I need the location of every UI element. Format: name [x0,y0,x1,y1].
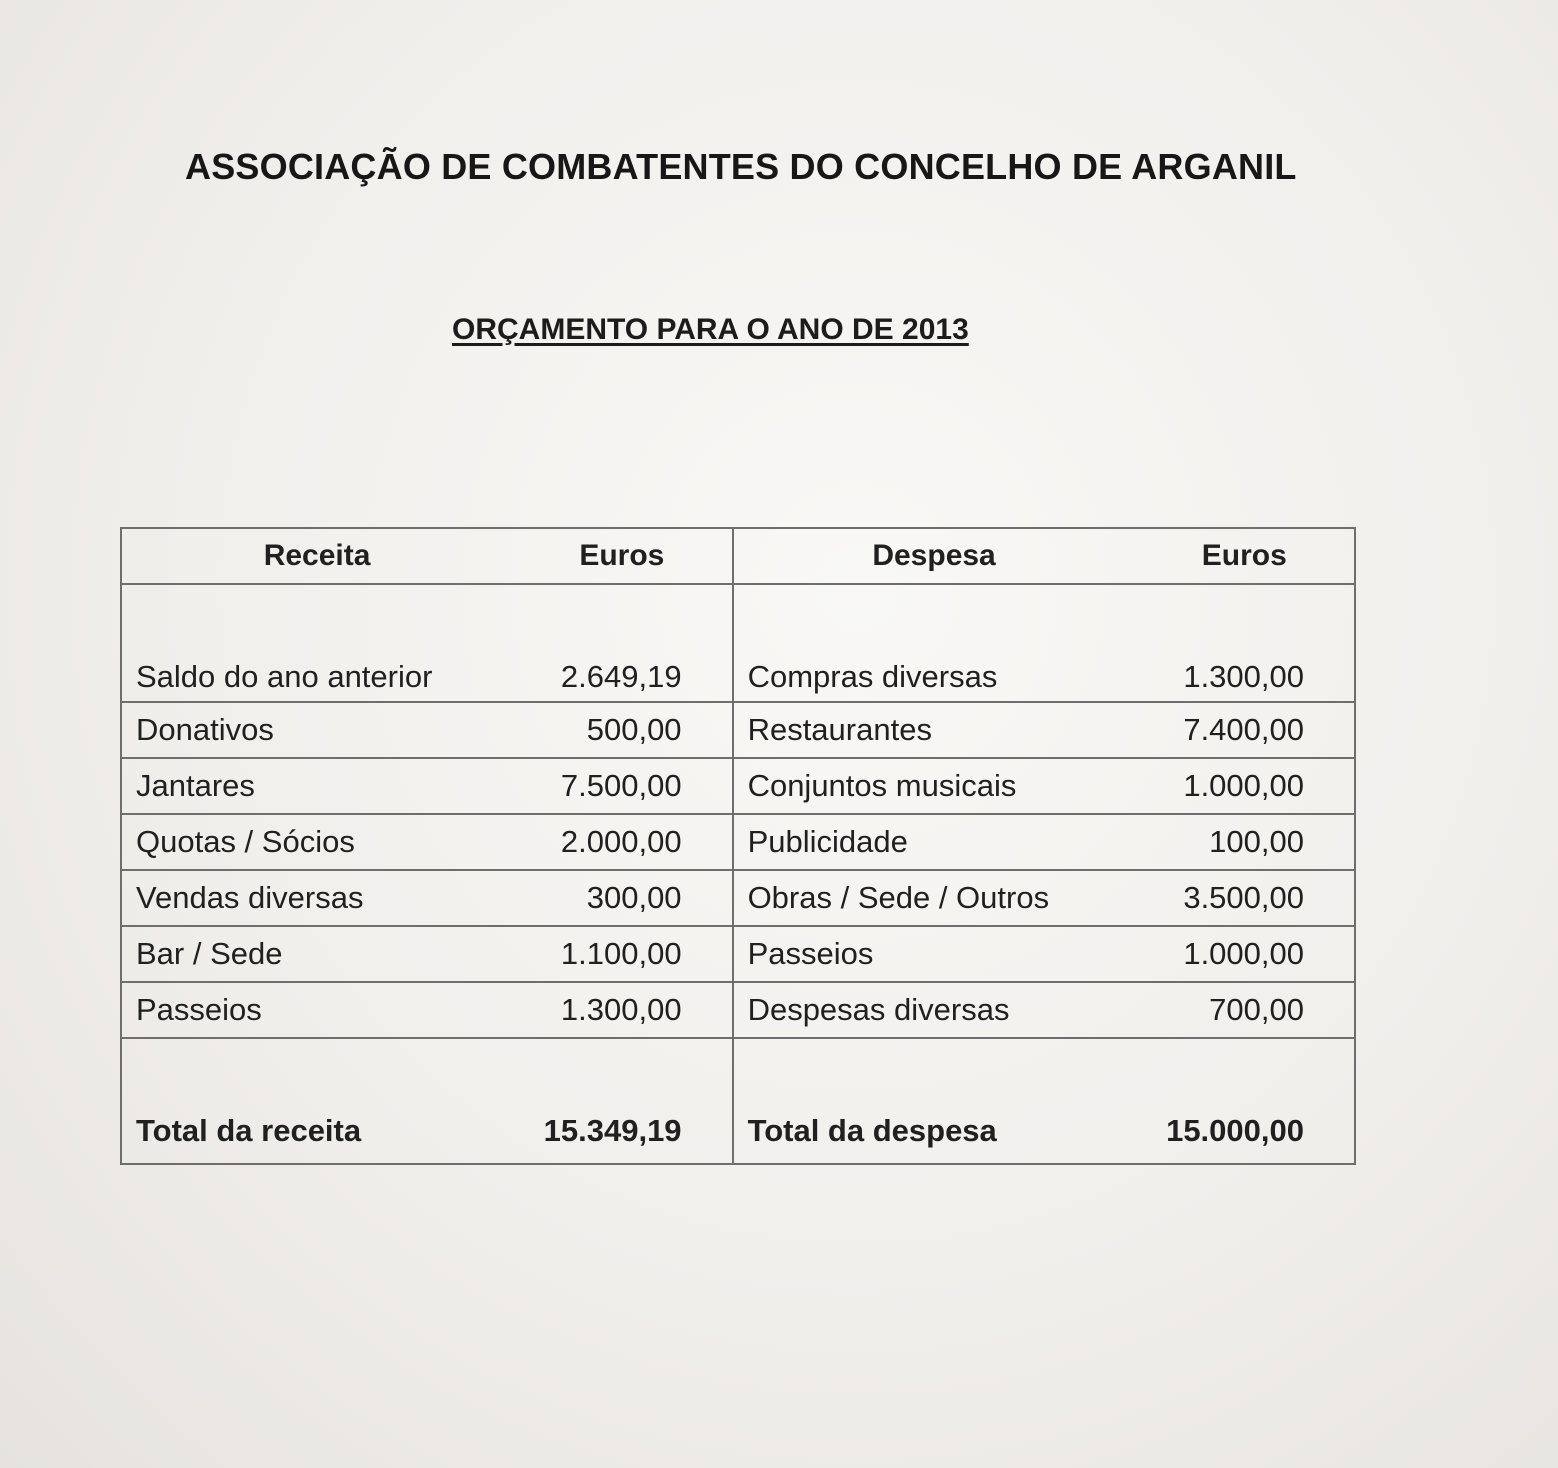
expense-value: 7.400,00 [1135,702,1355,758]
income-currency-header: Euros [512,528,732,584]
table-row [121,926,1355,982]
table-row [121,982,1355,1038]
income-label: Vendas diversas [121,870,512,926]
expense-total-label: Total da despesa [733,1038,1135,1164]
income-value: 2.649,19 [512,584,732,702]
table-header-row [121,528,1355,584]
income-value: 1.300,00 [512,982,732,1038]
expense-total-value: 15.000,00 [1135,1038,1355,1164]
table-row [121,870,1355,926]
budget-table [120,527,1356,1165]
expense-value: 3.500,00 [1135,870,1355,926]
income-total-value: 15.349,19 [512,1038,732,1164]
income-label: Donativos [121,702,512,758]
budget-subtitle: ORÇAMENTO PARA O ANO DE 2013 [452,313,969,346]
income-label: Jantares [121,758,512,814]
expense-value: 1.000,00 [1135,758,1355,814]
expense-currency-header: Euros [1135,528,1355,584]
expense-label: Conjuntos musicais [733,758,1135,814]
table-row [121,758,1355,814]
income-label: Saldo do ano anterior [121,584,512,702]
income-value: 500,00 [512,702,732,758]
table-row [121,584,1355,702]
totals-row [121,1038,1355,1164]
expense-label: Obras / Sede / Outros [733,870,1135,926]
expense-label: Passeios [733,926,1135,982]
income-value: 300,00 [512,870,732,926]
income-label: Bar / Sede [121,926,512,982]
income-column-header: Receita [121,528,512,584]
expense-label: Restaurantes [733,702,1135,758]
income-label: Quotas / Sócios [121,814,512,870]
income-label: Passeios [121,982,512,1038]
income-value: 2.000,00 [512,814,732,870]
expense-column-header: Despesa [733,528,1135,584]
expense-value: 100,00 [1135,814,1355,870]
expense-value: 1.000,00 [1135,926,1355,982]
expense-label: Despesas diversas [733,982,1135,1038]
income-total-label: Total da receita [121,1038,512,1164]
expense-value: 700,00 [1135,982,1355,1038]
income-value: 7.500,00 [512,758,732,814]
income-value: 1.100,00 [512,926,732,982]
expense-value: 1.300,00 [1135,584,1355,702]
table-row [121,814,1355,870]
organization-title: ASSOCIAÇÃO DE COMBATENTES DO CONCELHO DE ARGANIL [185,146,1297,187]
table-row [121,702,1355,758]
expense-label: Publicidade [733,814,1135,870]
expense-label: Compras diversas [733,584,1135,702]
